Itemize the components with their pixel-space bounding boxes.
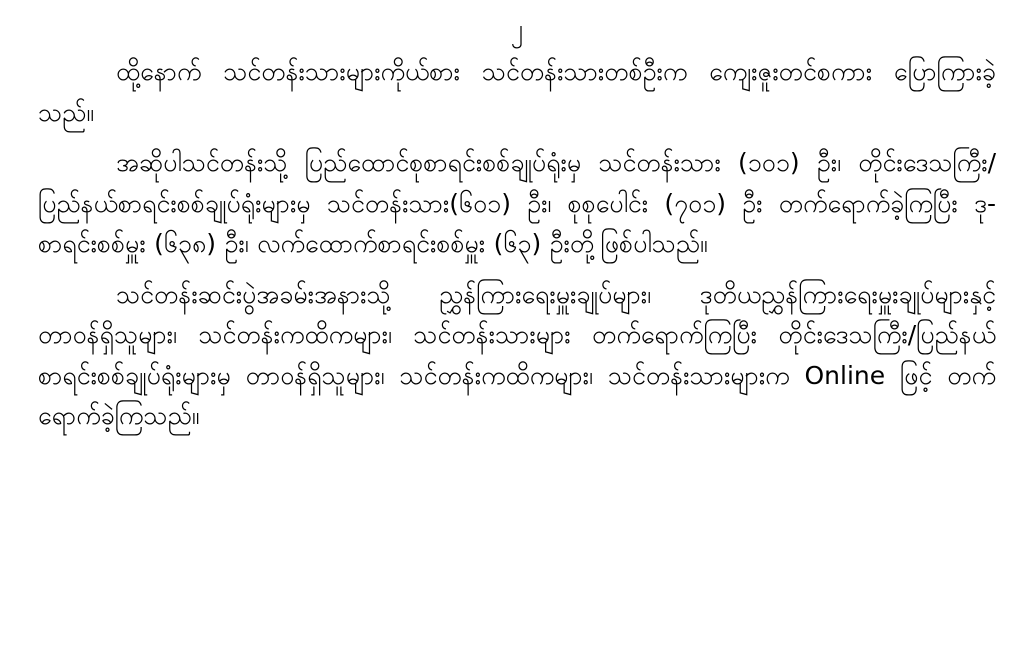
- paragraph-1: ထို့နောက် သင်တန်းသားများကိုယ်စား သင်တန်းသားတစ်ဦးက ကျေးဇူးတင်စကား ပြောကြားခဲ့သည်။: [38, 57, 996, 127]
- document-body: [38, 52, 996, 437]
- document-page: [0, 14, 1034, 653]
- paragraph-3: သင်တန်းဆင်းပွဲအခမ်းအနားသို့ ညွှန်ကြားရေးမှူးချုပ်များ၊ ဒုတိယညွှန်ကြားရေးမှူးချုပ်များနှင့် တာဝန်ရှိသူများ၊ သင်တန်းကထိကများ၊ သင်တန်းသားများ တက်ရောက်ကြပြီး တိုင်းဒေသကြီး/ပြည်နယ်စာရင်းစစ်ချုပ်ရုံးများမှ တာဝန်ရှိသူများ၊ သင်တန်းကထိကများ၊ သင်တန်းသားများက Online ဖြင့် တက်ရောက်ခဲ့ကြသည်။: [38, 279, 996, 430]
- paragraph-2: အဆိုပါသင်တန်းသို့ ပြည်ထောင်စုစာရင်းစစ်ချုပ်ရုံးမှ သင်တန်းသား (၁၀၁) ဦး၊ တိုင်းဒေသကြီး/ပြည်နယ်စာရင်းစစ်ချုပ်ရုံးများမှ သင်တန်းသား(၆၀၁) ဦး၊ စုစုပေါင်း (၇၀၁) ဦး တက်ရောက်ခဲ့ကြပြီး ဒု-စာရင်းစစ်မှူး (၆၃၈) ဦး၊ လက်ထောက်စာရင်းစစ်မှူး (၆၃) ဦးတို့ဖြစ်ပါသည်။: [38, 148, 996, 258]
- page-number: ၂: [510, 14, 524, 43]
